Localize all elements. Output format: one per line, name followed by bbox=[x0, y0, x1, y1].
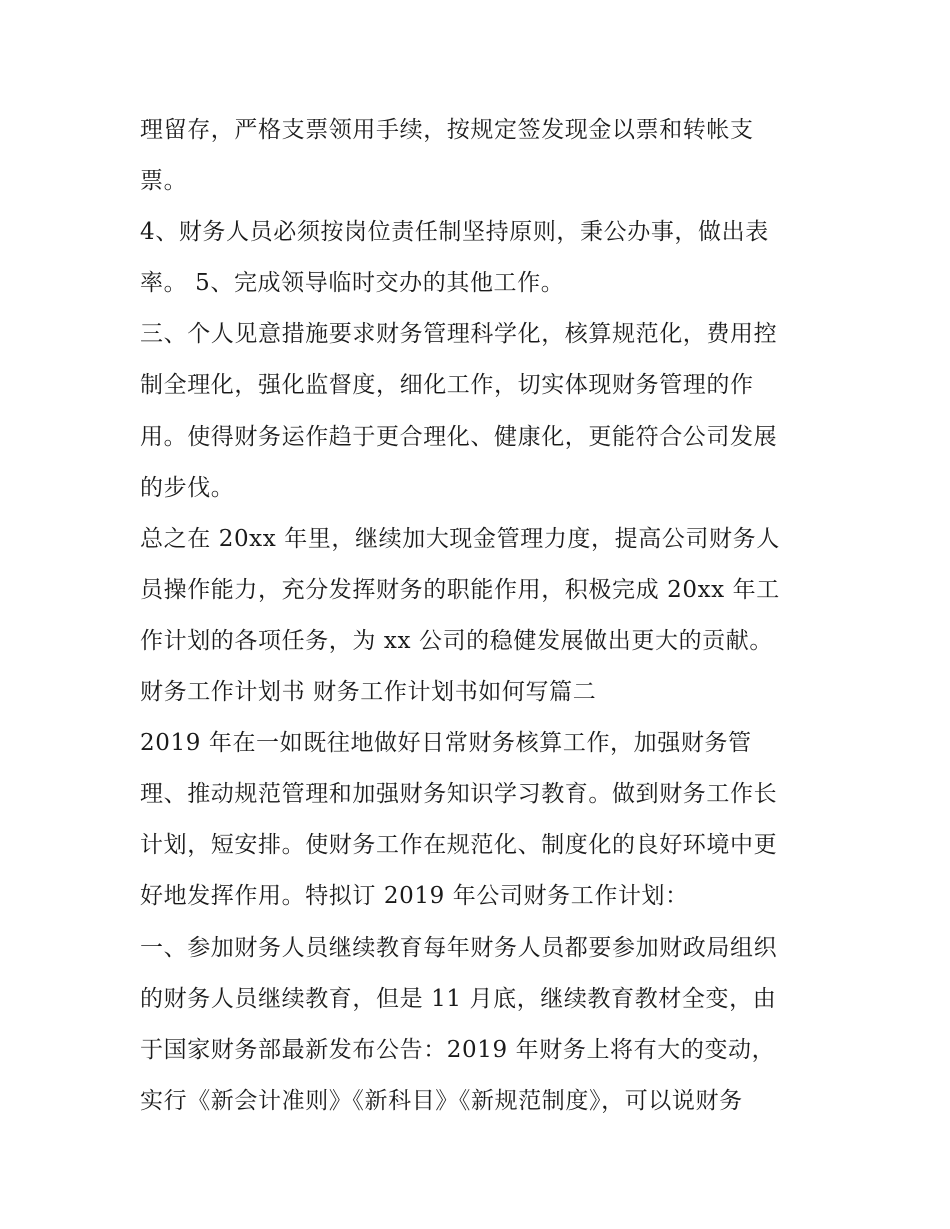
text-line: 制全理化，强化监督度，细化工作，切实体现财务管理的作 bbox=[140, 372, 754, 399]
text-line: 的步伐。 bbox=[140, 474, 235, 501]
text-line: 作计划的各项任务，为 xx 公司的稳健发展做出更大的贡献。 bbox=[140, 627, 773, 654]
text-line: 三、个人见意措施要求财务管理科学化，核算规范化，费用控 bbox=[140, 321, 778, 348]
text-line: 实行《新会计准则》《新科目》《新规范制度》，可以说财务 bbox=[140, 1087, 743, 1114]
text-line: 4、财务人员必须按岗位责任制坚持原则，秉公办事，做出表 bbox=[140, 219, 769, 246]
text-line: 一、参加财务人员继续教育每年财务人员都要参加财政局组织 bbox=[140, 934, 778, 961]
text-line: 2019 年在一如既往地做好日常财务核算工作，加强财务管 bbox=[140, 730, 752, 757]
text-line: 总之在 20xx 年里，继续加大现金管理力度，提高公司财务人 bbox=[140, 525, 780, 552]
text-line: 员操作能力，充分发挥财务的职能作用，积极完成 20xx 年工 bbox=[140, 576, 780, 603]
text-line: 理留存，严格支票领用手续，按规定签发现金以票和转帐支 bbox=[140, 117, 754, 143]
document-body bbox=[140, 105, 830, 1127]
text-line: 好地发挥作用。特拟订 2019 年公司财务工作计划： bbox=[140, 883, 689, 910]
text-line: 的财务人员继续教育，但是 11 月底，继续教育教材全变，由 bbox=[140, 985, 777, 1012]
text-line: 计划，短安排。使财务工作在规范化、制度化的良好环境中更 bbox=[140, 832, 778, 859]
text-line: 用。使得财务运作趋于更合理化、健康化，更能符合公司发展 bbox=[140, 423, 778, 450]
section-heading: 财务工作计划书 财务工作计划书如何写篇二 bbox=[140, 679, 597, 706]
text-line: 理、推动规范管理和加强财务知识学习教育。做到财务工作长 bbox=[140, 781, 778, 808]
text-line: 票。 bbox=[140, 168, 188, 195]
text-line: 于国家财务部最新发布公告：2019 年财务上将有大的变动， bbox=[140, 1036, 776, 1063]
text-line: 率。 5、完成领导临时交办的其他工作。 bbox=[140, 270, 565, 297]
